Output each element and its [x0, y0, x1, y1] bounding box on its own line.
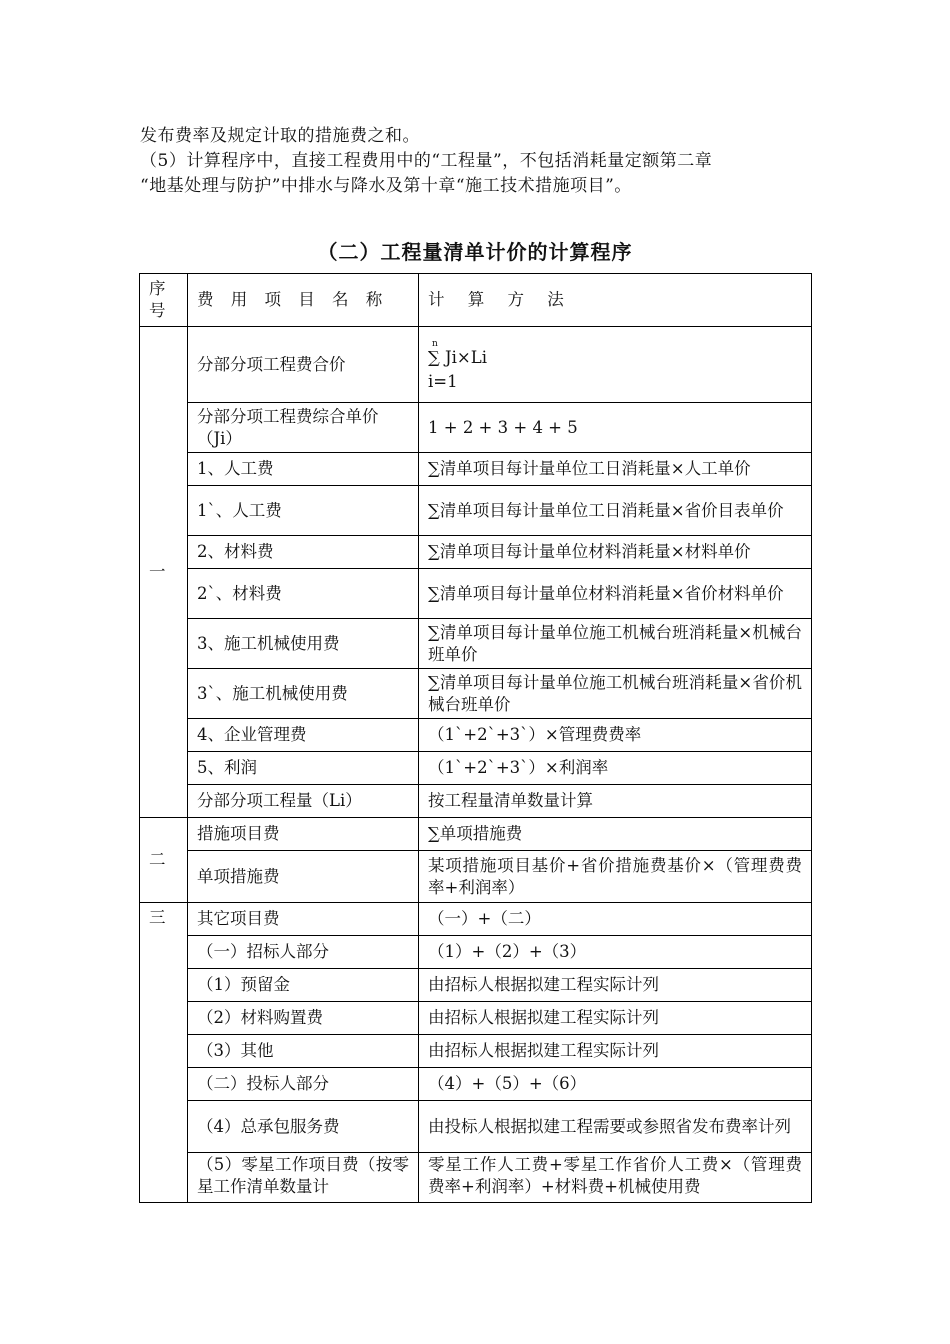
table-row	[140, 1153, 812, 1203]
row-name: 单项措施费	[188, 851, 419, 903]
row-method: （1`+2`+3`）×管理费费率	[419, 719, 812, 752]
row-method: 由招标人根据拟建工程实际计列	[419, 1035, 812, 1068]
intro-line: 发布费率及规定计取的措施费之和。	[140, 126, 420, 146]
row-method: 按工程量清单数量计算	[419, 785, 812, 818]
row-method: ∑清单项目每计量单位材料消耗量×省价材料单价	[419, 569, 812, 619]
table-row	[140, 569, 812, 619]
table-row	[140, 669, 812, 719]
group-seq: 一	[140, 327, 188, 818]
table-row	[140, 1002, 812, 1035]
row-name: 5、利润	[188, 752, 419, 785]
row-name: 4、企业管理费	[188, 719, 419, 752]
row-method: 由招标人根据拟建工程实际计列	[419, 1002, 812, 1035]
row-name: 2、材料费	[188, 536, 419, 569]
row-name: 3、施工机械使用费	[188, 619, 419, 669]
row-name: （4）总承包服务费	[188, 1101, 419, 1153]
table-row	[140, 785, 812, 818]
row-name: （1）预留金	[188, 969, 419, 1002]
row-name: 3`、施工机械使用费	[188, 669, 419, 719]
sum-upper-limit: n	[432, 338, 438, 349]
table-header-row	[140, 274, 812, 327]
table-row	[140, 903, 812, 936]
row-method: ∑清单项目每计量单位工日消耗量×省价目表单价	[419, 486, 812, 536]
intro-line: “地基处理与防护”中排水与降水及第十章“施工技术措施项目”。	[140, 176, 632, 196]
row-method: 由招标人根据拟建工程实际计列	[419, 969, 812, 1002]
row-name: 1、人工费	[188, 453, 419, 486]
row-name: 1`、人工费	[188, 486, 419, 536]
table-row	[140, 936, 812, 969]
table-row	[140, 719, 812, 752]
table-row	[140, 536, 812, 569]
header-name: 费 用 项 目 名 称	[188, 274, 419, 327]
sum-lower-limit: i=1	[428, 371, 458, 391]
row-method: ∑清单项目每计量单位施工机械台班消耗量×省价机械台班单价	[419, 669, 812, 719]
section-title: （二）工程量清单计价的计算程序	[317, 240, 633, 264]
table-row	[140, 403, 812, 453]
table-row	[140, 969, 812, 1002]
table-row	[140, 619, 812, 669]
row-name: （2）材料购置费	[188, 1002, 419, 1035]
row-name: （二）投标人部分	[188, 1068, 419, 1101]
row-method	[419, 327, 812, 403]
intro-line: （5）计算程序中，直接工程费用中的“工程量”，不包括消耗量定额第二章	[140, 151, 713, 171]
row-name: 其它项目费	[188, 903, 419, 936]
row-name: 分部分项工程费合价	[188, 327, 419, 403]
row-method: （4）+（5）+（6）	[419, 1068, 812, 1101]
row-name: （3）其他	[188, 1035, 419, 1068]
row-method: 零星工作人工费+零星工作省价人工费×（管理费费率+利润率）+材料费+机械使用费	[419, 1153, 812, 1203]
table-row	[140, 486, 812, 536]
row-name: （一）招标人部分	[188, 936, 419, 969]
group-seq: 三	[140, 903, 188, 1203]
row-name: 措施项目费	[188, 818, 419, 851]
table-row	[140, 453, 812, 486]
table-row	[140, 1101, 812, 1153]
row-method: 1 + 2 + 3 + 4 + 5	[419, 403, 812, 453]
row-method: ∑清单项目每计量单位施工机械台班消耗量×机械台班单价	[419, 619, 812, 669]
header-seq: 序号	[140, 274, 188, 327]
row-method: ∑清单项目每计量单位材料消耗量×材料单价	[419, 536, 812, 569]
intro-paragraph	[140, 124, 820, 199]
table-row	[140, 327, 812, 403]
row-method: ∑单项措施费	[419, 818, 812, 851]
table-row	[140, 752, 812, 785]
row-name: 分部分项工程量（Li）	[188, 785, 419, 818]
row-name: （5）零星工作项目费（按零星工作清单数量计	[188, 1153, 419, 1203]
sum-expression: ∑ Ji×Li	[428, 347, 487, 367]
table-row	[140, 818, 812, 851]
group-seq: 二	[140, 818, 188, 903]
row-name: 2`、材料费	[188, 569, 419, 619]
table-row	[140, 1035, 812, 1068]
row-method: 由投标人根据拟建工程需要或参照省发布费率计列	[419, 1101, 812, 1153]
table-row	[140, 851, 812, 903]
header-method: 计 算 方 法	[419, 274, 812, 327]
row-method: ∑清单项目每计量单位工日消耗量×人工单价	[419, 453, 812, 486]
calculation-table	[139, 273, 812, 1203]
row-name: 分部分项工程费综合单价（Ji）	[188, 403, 419, 453]
table-row	[140, 1068, 812, 1101]
row-method: （1`+2`+3`）×利润率	[419, 752, 812, 785]
row-method: 某项措施项目基价+省价措施费基价×（管理费费率+利润率）	[419, 851, 812, 903]
row-method: （1）+（2）+（3）	[419, 936, 812, 969]
row-method: （一）+（二）	[419, 903, 812, 936]
